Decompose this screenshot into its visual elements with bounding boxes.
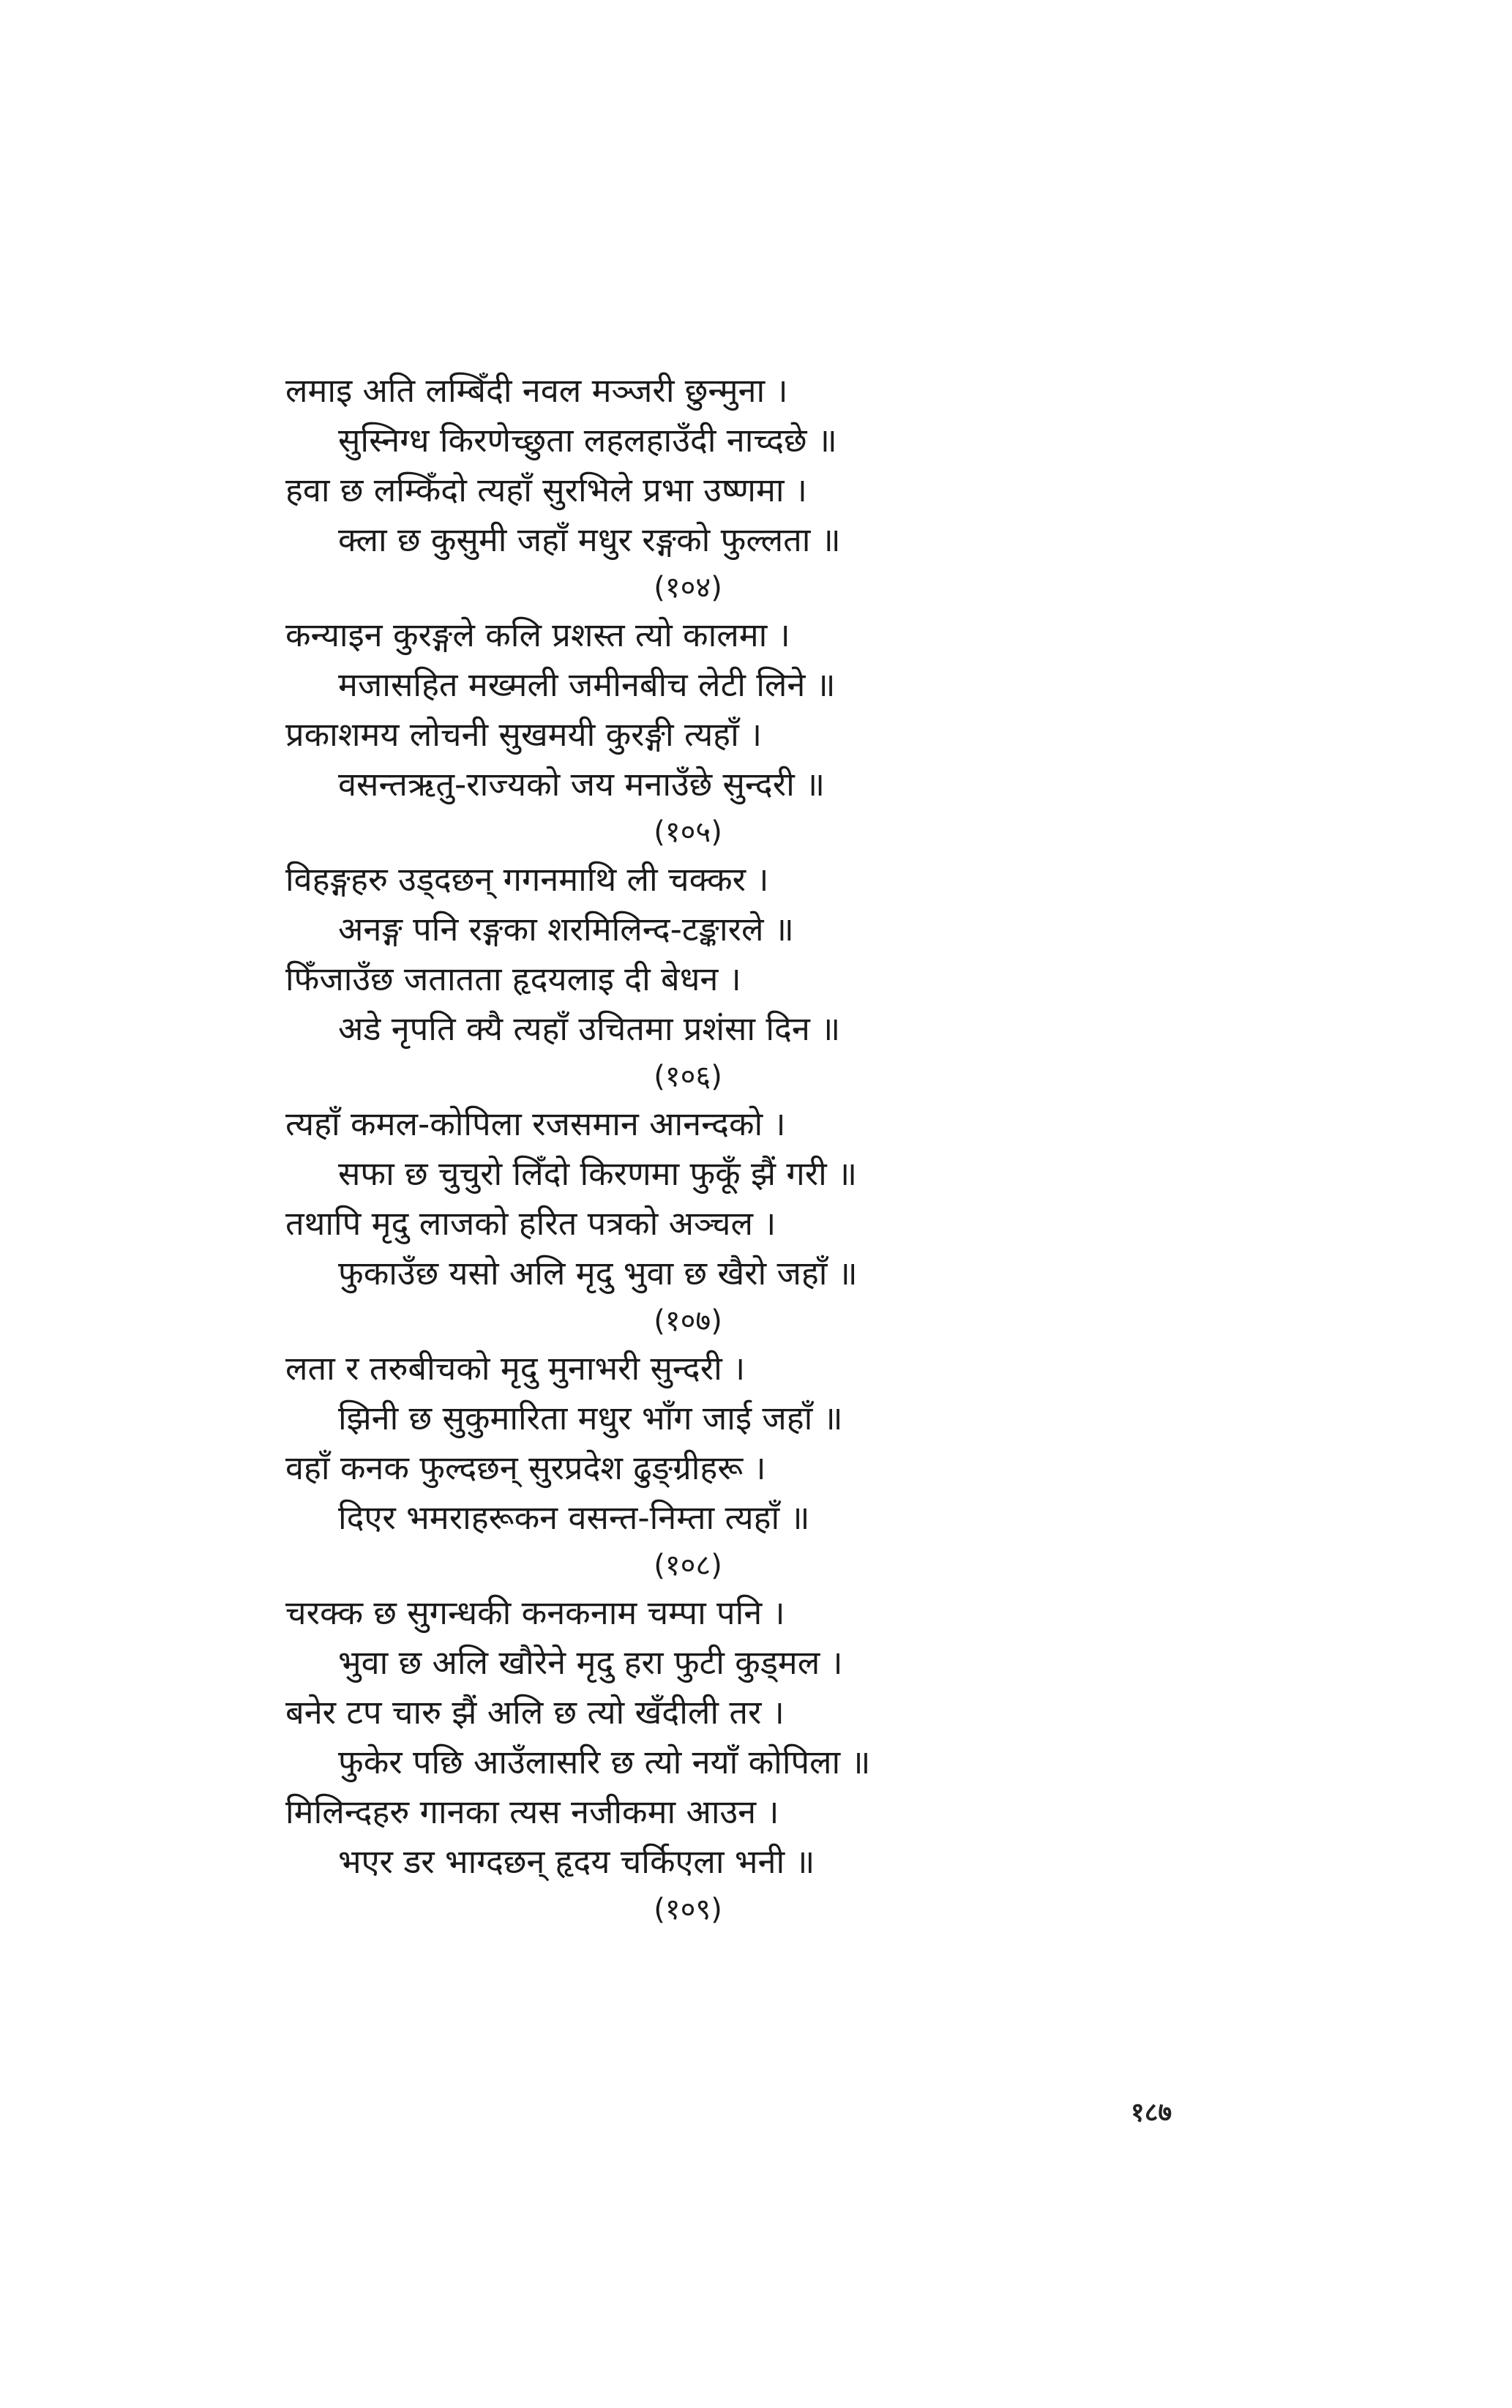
verse-line: दिएर भमराहरूकन वसन्त-निम्ता त्यहाँ ॥ xyxy=(338,1498,810,1537)
stanza-109 xyxy=(285,1588,1061,1932)
verse-line: सुस्निग्ध किरणेच्छुता लहलहाउँदी नाच्दछे ॥ xyxy=(338,421,837,460)
stanza-number: (१०४) xyxy=(654,571,722,605)
poem-body xyxy=(285,366,1061,1932)
verse-line: भुवा छ अलि खौरेने मृदु हरा फुटी कुड्मल । xyxy=(338,1643,843,1682)
verse-line: फुकेर पछि आउँलासरि छ त्यो नयाँ कोपिला ॥ xyxy=(338,1743,871,1781)
verse-line: मिलिन्दहरु गानका त्यस नजीकमा आउन । xyxy=(285,1792,779,1831)
stanza-number: (१०५) xyxy=(654,815,722,849)
stanza-107 xyxy=(285,1099,1061,1344)
verse-line: वहाँ कनक फुल्दछन् सुरप्रदेश ढुङ्ग्रीहरू । xyxy=(285,1448,766,1487)
verse-line: लमाइ अति लम्बिँदी नवल मञ्जरी छुन्मुना । xyxy=(285,371,788,410)
stanza-104 xyxy=(285,366,1061,610)
verse-line: तथापि मृदु लाजको हरित पत्रको अञ्चल । xyxy=(285,1204,776,1243)
page-number: १८७ xyxy=(1131,2098,1172,2128)
verse-line: सफा छ चुचुरो लिँदो किरणमा फुकूँ झैं गरी ॥ xyxy=(338,1154,858,1193)
verse-line: वसन्तऋतु-राज्यको जय मनाउँछे सुन्दरी ॥ xyxy=(338,765,826,804)
verse-line: अडे नृपति क्यै त्यहाँ उचितमा प्रशंसा दिन ॥ xyxy=(338,1009,841,1048)
verse-line: झिनी छ सुकुमारिता मधुर भाँग जाई जहाँ ॥ xyxy=(338,1399,843,1437)
stanza-106 xyxy=(285,855,1061,1099)
verse-line: हवा छ लम्किँदो त्यहाँ सुरभिले प्रभा उष्णमा । xyxy=(285,471,807,509)
verse-line: भएर डर भाग्दछन् हृदय चर्किएला भनी ॥ xyxy=(338,1842,815,1881)
stanza-number: (१०६) xyxy=(654,1060,722,1093)
verse-line: प्रकाशमय लोचनी सुखमयी कुरङ्गी त्यहाँ । xyxy=(285,715,763,754)
stanza-number: (१०७) xyxy=(654,1304,722,1338)
verse-line: कन्याइन कुरङ्गले कलि प्रशस्त त्यो कालमा । xyxy=(285,616,790,654)
stanza-105 xyxy=(285,610,1061,855)
verse-line: क्ला छ कुसुमी जहाँ मधुर रङ्गको फुल्लता ॥ xyxy=(338,520,841,559)
verse-line: अनङ्ग पनि रङ्गका शरमिलिन्द-टङ्कारले ॥ xyxy=(338,910,794,949)
stanza-number: (१०९) xyxy=(654,1893,722,1926)
verse-line: विहङ्गहरु उड्दछन् गगनमाथि ली चक्कर । xyxy=(285,860,769,899)
verse-line: बनेर टप चारु झैं अलि छ त्यो खँदीली तर । xyxy=(285,1693,785,1732)
verse-line: फिँजाउँछ जतातता हृदयलाइ दी बेधन । xyxy=(285,960,741,998)
verse-line: त्यहाँ कमल-कोपिला रजसमान आनन्दको । xyxy=(285,1104,786,1143)
verse-line: मजासहित मख्मली जमीनबीच लेटी लिने ॥ xyxy=(338,665,836,704)
verse-line: फुकाउँछ यसो अलि मृदु भुवा छ खैरो जहाँ ॥ xyxy=(338,1254,858,1293)
verse-line: लता र तरुबीचको मृदु मुनाभरी सुन्दरी । xyxy=(285,1349,746,1388)
verse-line: चरक्क छ सुगन्धकी कनकनाम चम्पा पनि । xyxy=(285,1593,785,1632)
stanza-number: (१०८) xyxy=(654,1549,722,1582)
stanza-108 xyxy=(285,1344,1061,1588)
